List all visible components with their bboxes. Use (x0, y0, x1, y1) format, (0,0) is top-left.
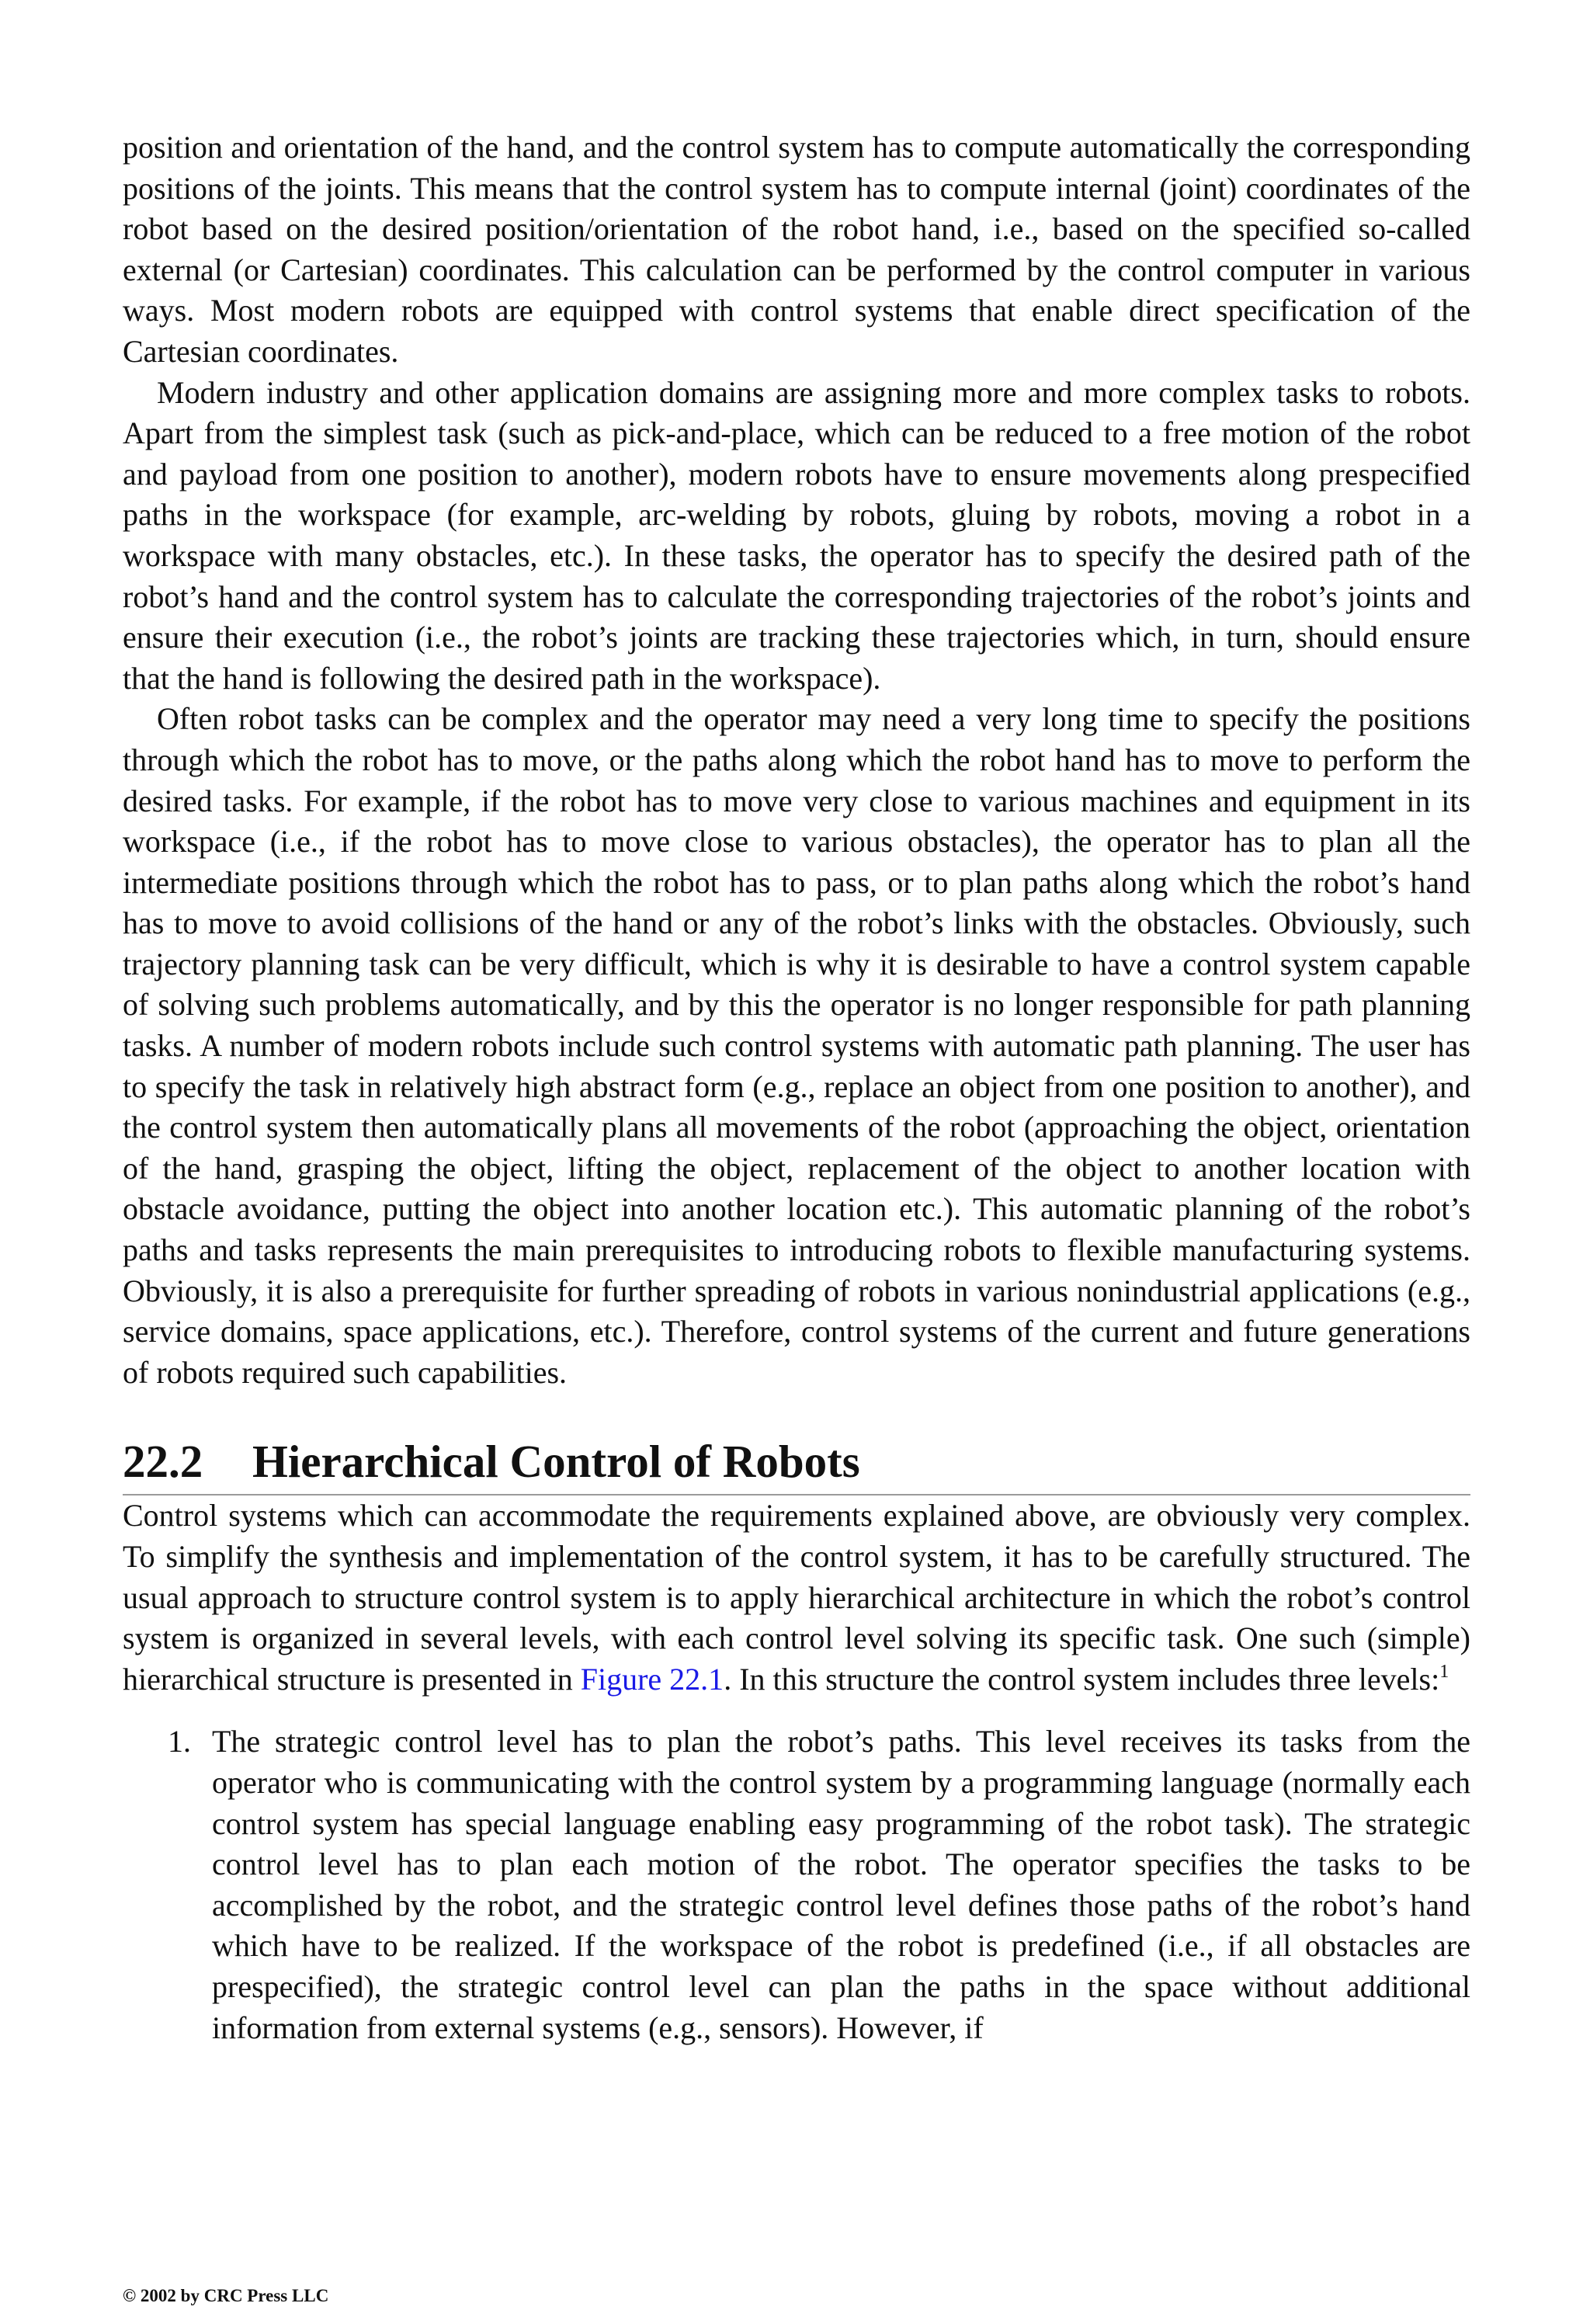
list-item (123, 1721, 1470, 2048)
footnote-marker[interactable]: 1 (1439, 1661, 1449, 1682)
section-number: 22.2 (123, 1436, 203, 1488)
control-levels-list (123, 1721, 1470, 2048)
figure-reference-link[interactable]: Figure 22.1 (580, 1661, 724, 1697)
paragraph-continued: position and orientation of the hand, and the control system has to compute automatically the corresponding positions of the joints. This means that the control system has to compute internal (joint) coordinates of the robot based on the desired position/orientation of the robot hand, i.e., based on the specified so-called external (or Cartesian) coordinates. This calculation can be performed by the control computer in various ways. Most modern robots are equipped with control systems that enable direct specification of the Cartesian coordinates. (123, 130, 1470, 369)
section-heading (123, 1433, 1470, 1495)
page-content (123, 127, 1470, 2048)
list-item-number: 1. (168, 1724, 191, 1760)
footer-copyright: © 2002 by CRC Press LLC (123, 2286, 329, 2305)
section-intro-text: Control systems which can accommodate the requirements explained above, are obviously very complex. To simplify the synthesis and implementation of the control system, it has to be carefully structured. The usual approach to structure control system is to apply hierarchical architecture in which the robot’s control system is organized in several levels, with each control level solving its specific task. One such (simple) hierarchical structure is presented in (123, 1498, 1470, 1697)
section-title: Hierarchical Control of Robots (252, 1436, 860, 1488)
paragraph-path-planning: Often robot tasks can be complex and the operator may need a very long time to specify the positions through which the robot has to move, or the paths along which the robot hand has to move to perform the desired tasks. For example, if the robot has to move very close to various machines and equipment in its workspace (i.e., if the robot has to move close to various obstacles), the operator has to plan all the intermediate positions through which the robot has to pass, or to plan paths along which the robot’s hand has to move to avoid collisions of the hand or any of the robot’s links with the obstacles. Obviously, such trajectory planning task can be very difficult, which is why it is desirable to have a control system capable of solving such problems automatically, and by this the operator is no longer responsible for path planning tasks. A number of modern robots include such control systems with automatic path planning. The user has to specify the task in relatively high abstract form (e.g., replace an object from one position to another), and the control system then automatically plans all movements of the robot (approaching the object, orientation of the hand, grasping the object, lifting the object, replacement of the object to another location with obstacle avoidance, putting the object into another location etc.). This automatic planning of the robot’s paths and tasks represents the main prerequisites to introducing robots to flexible manufacturing systems. Obviously, it is also a prerequisite for further spreading of robots in various nonindustrial applications (e.g., service domains, space applications, etc.). Therefore, control systems of the current and future generations of robots required such capabilities. (123, 701, 1470, 1390)
list-item-text: The strategic control level has to plan the robot’s paths. This level receives its tasks from the operator who is communicating with the control system by a programming language (normally each control system has special language enabling easy programming of the robot task). The strategic control level has to plan each motion of the robot. The operator specifies the tasks to be accomplished by the robot, and the strategic control level defines those paths of the robot’s hand which have to be realized. If the workspace of the robot is predefined (i.e., if all obstacles are prespecified), the strategic control level can plan the paths in the space without additional information from external systems (e.g., sensors). However, if (212, 1724, 1470, 2045)
paragraph-complex-tasks: Modern industry and other application domains are assigning more and more complex tasks to robots. Apart from the simplest task (such as pick-and-place, which can be reduced to a free motion of the robot and payload from one position to another), modern robots have to ensure movements along prespecified paths in the workspace (for example, arc-welding by robots, gluing by robots, moving a robot in a workspace with many obstacles, etc.). In these tasks, the operator has to specify the desired path of the robot’s hand and the control system has to calculate the corresponding trajectories of the robot’s joints and ensure their execution (i.e., the robot’s joints are tracking these trajectories which, in turn, should ensure that the hand is following the desired path in the workspace). (123, 374, 1470, 696)
section-intro-text-end: . In this structure the control system includes three levels: (724, 1661, 1440, 1697)
section-intro-paragraph (123, 1495, 1470, 1700)
